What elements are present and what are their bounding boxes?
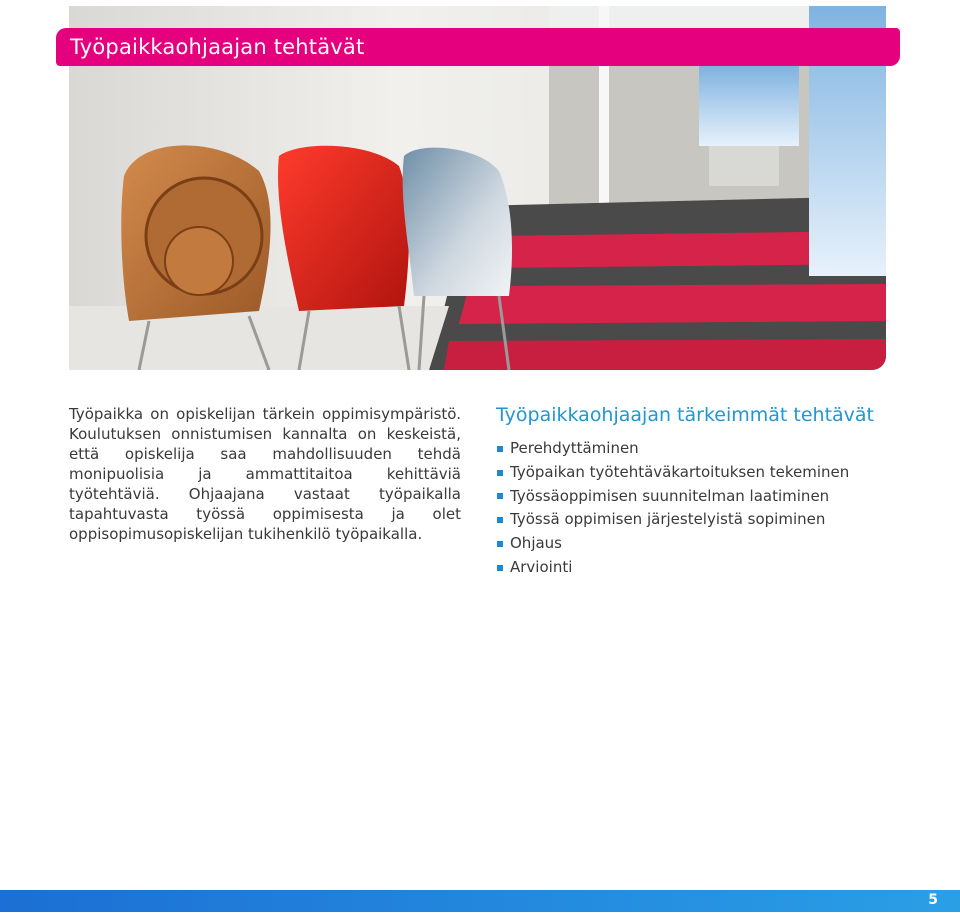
list-item-label: Työssäoppimisen suunnitelman laatiminen — [510, 486, 830, 505]
tasks-heading: Työpaikkaohjaajan tärkeimmät tehtävät — [496, 404, 875, 426]
bullet-icon — [497, 493, 503, 499]
page-title: Työpaikkaohjaajan tehtävät — [70, 35, 365, 59]
bullet-icon — [497, 517, 503, 523]
footer-bar — [0, 890, 960, 912]
bullet-icon — [497, 470, 503, 476]
list-item — [496, 437, 849, 461]
bullet-icon — [497, 565, 503, 571]
list-item — [496, 461, 849, 485]
list-item-label: Ohjaus — [510, 534, 562, 553]
title-bar — [56, 28, 900, 66]
list-item-label: Arviointi — [510, 557, 573, 576]
tasks-list — [496, 437, 849, 580]
page-number: 5 — [928, 892, 938, 908]
list-item-label: Perehdyttäminen — [510, 439, 639, 457]
list-item — [496, 532, 849, 556]
list-item — [496, 556, 849, 580]
list-item — [496, 508, 849, 532]
list-item — [496, 485, 849, 509]
list-item-label: Työpaikan työtehtäväkartoituksen tekeminen — [510, 462, 850, 481]
intro-paragraph: Työpaikka on opiskelijan tärkein oppimisympäristö. Koulutuksen onnistumisen kannalta on keskeistä, että opiskelija saa mahdollisuuden tehdä monipuolisia ja ammattitaitoa kehittäviä työtehtäviä. Ohjaajana vastaat työpaikalla tapahtuvasta työssä oppimisesta ja olet oppisopimusopiskelijan tukihenkilö työpaikalla. — [69, 405, 461, 543]
list-item-label: Työssä oppimisen järjestelyistä sopiminen — [510, 510, 826, 529]
bullet-icon — [497, 446, 503, 452]
bullet-icon — [497, 541, 503, 547]
